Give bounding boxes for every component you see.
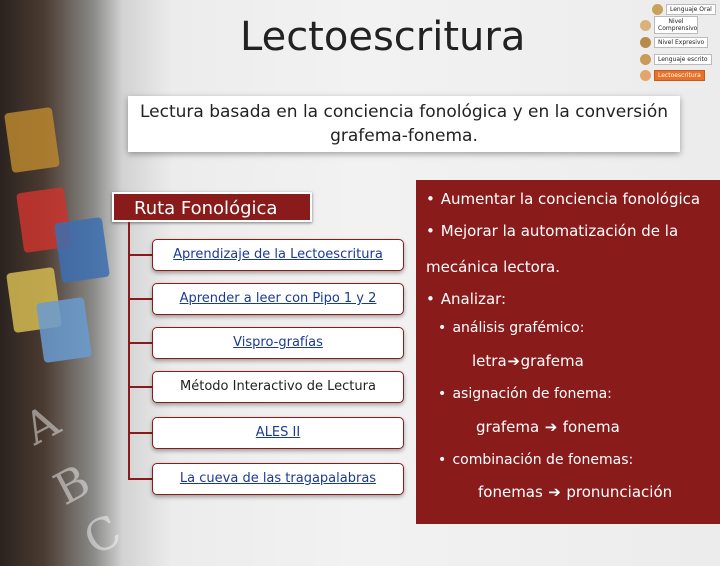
- conversion-from: grafema: [476, 418, 540, 436]
- conversion-to: grafema: [520, 352, 584, 370]
- objectives-panel: [416, 180, 720, 524]
- conversion-row: [478, 483, 672, 501]
- arrow-right-icon: ➔: [548, 483, 561, 501]
- route-item-ales[interactable]: ALES II: [152, 417, 404, 449]
- bullet-text-continued: [426, 258, 560, 276]
- block-shape: [4, 107, 60, 173]
- route-item-cueva[interactable]: La cueva de las tragapalabras: [152, 463, 404, 495]
- bullet-text: Aumentar la conciencia fonológica: [440, 190, 701, 208]
- sub-bullet-text: asignación de fonema:: [452, 386, 612, 402]
- nav-item-label: Nivel Comprensivo: [654, 16, 698, 34]
- bullet-item: • Aumentar la conciencia fonológica: [426, 190, 701, 208]
- bullet-text: Mejorar la automatización de la: [440, 222, 679, 240]
- tree-branch: [128, 432, 152, 434]
- block-shape: [54, 217, 110, 283]
- nav-item-lenguaje-escrito[interactable]: [640, 52, 712, 66]
- deco-letter: C: [75, 505, 130, 566]
- tree-branch: [128, 386, 152, 388]
- nav-item-label: Lenguaje Oral: [666, 4, 716, 15]
- tree-branch: [128, 478, 152, 480]
- decorative-blocks-image: [0, 0, 130, 566]
- nav-thumbnail-icon: [640, 20, 651, 31]
- route-item-pipo[interactable]: Aprender a leer con Pipo 1 y 2: [152, 283, 404, 315]
- tree-branch: [128, 342, 152, 344]
- block-shape: [36, 297, 92, 363]
- deco-letter: A: [15, 395, 68, 456]
- conversion-row: [472, 352, 584, 370]
- nav-item-nivel-comprensivo[interactable]: [640, 18, 698, 32]
- sub-bullet-item: • combinación de fonemas:: [438, 452, 634, 468]
- conversion-from: letra: [472, 352, 507, 370]
- bullet-text: Analizar:: [440, 290, 507, 308]
- conversion-row: [476, 418, 620, 436]
- nav-thumbnail-icon: [640, 37, 651, 48]
- arrow-right-icon: ➔: [507, 352, 520, 370]
- sub-bullet-item: • asignación de fonema:: [438, 386, 612, 402]
- nav-item-lenguaje-oral[interactable]: [652, 2, 716, 16]
- route-item-metodo-interactivo[interactable]: Método Interactivo de Lectura: [152, 371, 404, 403]
- sub-bullet-item: • análisis grafémico:: [438, 320, 585, 336]
- nav-item-label: Lenguaje escrito: [654, 54, 712, 65]
- nav-thumbnail-icon: [652, 4, 663, 15]
- intro-text-box: [128, 96, 680, 152]
- route-item-vispro[interactable]: Vispro-grafías: [152, 327, 404, 359]
- tree-branch: [128, 298, 152, 300]
- sub-bullet-text: análisis grafémico:: [452, 320, 585, 336]
- tree-branch: [128, 254, 152, 256]
- sub-bullet-text: combinación de fonemas:: [452, 452, 634, 468]
- bullet-item: • Mejorar la automatización de la: [426, 222, 679, 240]
- tree-connector: [128, 222, 130, 480]
- intro-text: Lectura basada en la conciencia fonológica y en la conversión grafema-fonema.: [139, 102, 669, 146]
- route-item-aprendizaje[interactable]: Aprendizaje de la Lectoescritura: [152, 239, 404, 271]
- nav-item-nivel-expresivo[interactable]: [640, 35, 708, 49]
- nav-item-lectoescritura[interactable]: [640, 68, 705, 82]
- conversion-to: pronunciación: [566, 483, 673, 501]
- deco-letter: B: [45, 455, 99, 516]
- route-heading: Ruta Fonológica: [112, 192, 312, 222]
- bullet-item: • Analizar:: [426, 290, 507, 308]
- nav-item-label: Lectoescritura: [654, 70, 705, 81]
- conversion-from: fonemas: [478, 483, 543, 501]
- arrow-right-icon: ➔: [544, 418, 558, 436]
- bullet-text: mecánica lectora.: [426, 258, 560, 276]
- conversion-to: fonema: [562, 418, 620, 436]
- nav-thumbnail-icon: [640, 70, 651, 81]
- nav-item-label: Nivel Expresivo: [654, 37, 708, 48]
- page-title: Lectoescritura: [240, 14, 526, 60]
- nav-thumbnail-icon: [640, 54, 651, 65]
